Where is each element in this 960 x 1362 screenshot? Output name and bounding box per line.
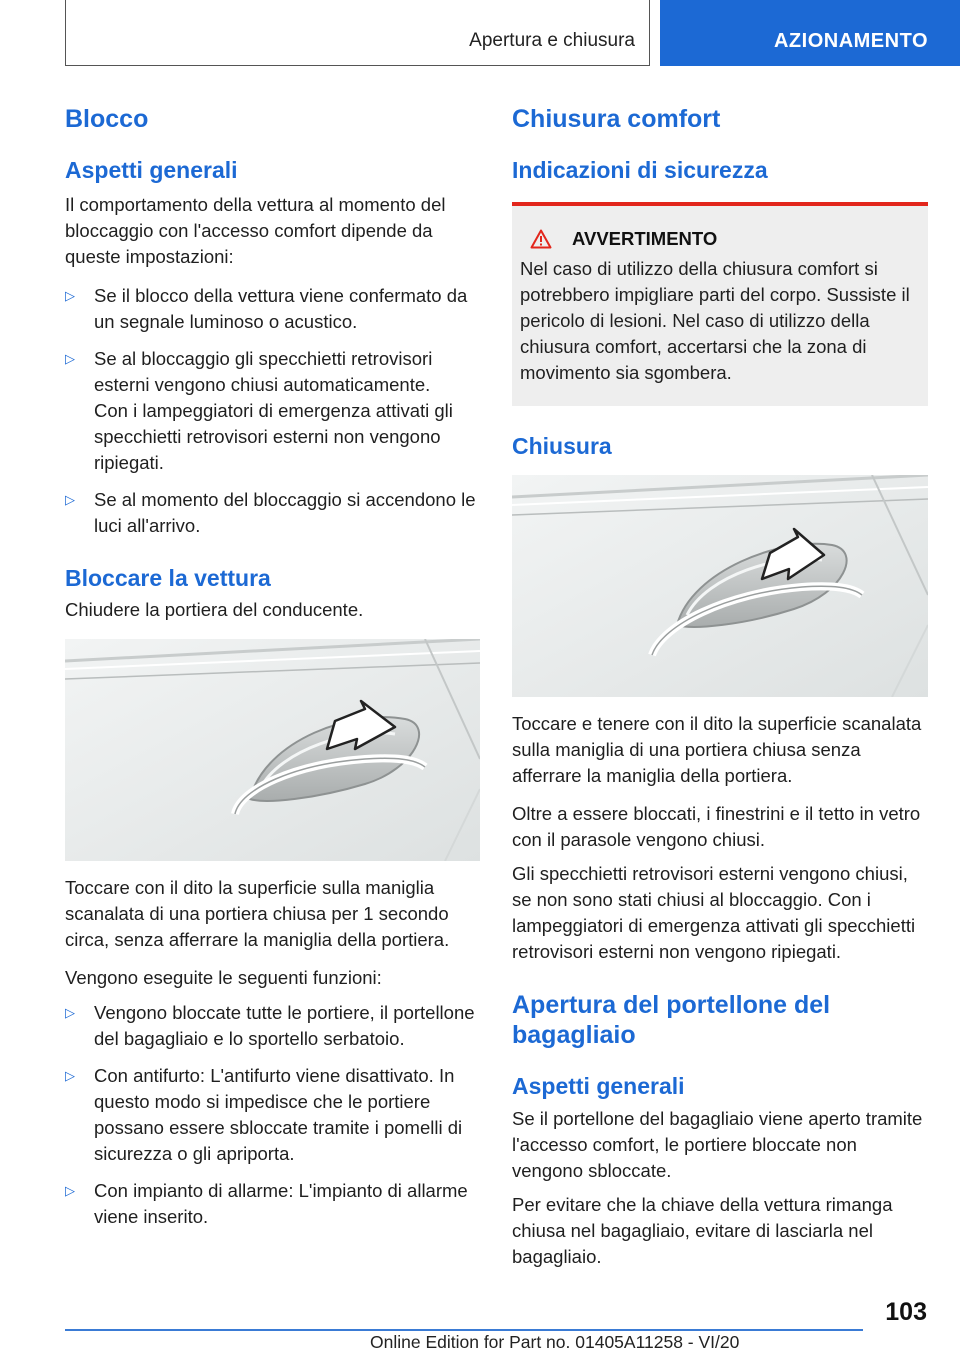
edition-text: Online Edition for Part no. 01405A11258 - VI/20 — [370, 1332, 740, 1352]
list-item: ▷ Vengono bloccate tutte le portiere, il portellone del bagagliaio e lo sportello serbatoio. — [65, 1002, 475, 1049]
warning-header — [520, 228, 920, 250]
warning-text: Nel caso di utilizzo della chiusura comfort si potrebbero impigliare parti del corpo. Sussiste il pericolo di lesioni. Nel caso di utilizzo della chiusura comfort, accertarsi che la zona di movimento sia sgombera. — [520, 258, 910, 383]
closing-p2: Gli specchietti retrovisori esterni vengono chiusi, se non sono stati chiusi al bloccaggio. Con i lampeggiatori di emergenza attivati gli specchietti retrovisori esterni non vengono ripiegati. — [512, 863, 916, 962]
section-heading-tailgate: Apertura del portellone del bagagliaio — [512, 991, 831, 1049]
subheading-lock: Bloccare la vettura — [65, 565, 271, 591]
subheading-safety: Indicazioni di sicurezza — [512, 157, 768, 183]
warning-triangle-icon — [530, 229, 552, 249]
warning-title: AVVERTIMENTO — [572, 228, 718, 249]
closing-p1: Oltre a essere bloccati, i finestrini e il tetto in vetro con il parasole vengono chiusi. — [512, 803, 921, 850]
tailgate-p2: Per evitare che la chiave della vettura rimanga chiusa nel bagagliaio, evitare di lasciarla nel bagagliaio. — [512, 1194, 893, 1267]
list-item: ▷ Se al momento del bloccaggio si accendono le luci all'arrivo. — [65, 489, 476, 536]
tailgate-p1: Se il portellone del bagagliaio viene aperto tramite l'accesso comfort, le portiere bloccate non vengono sbloccate. — [512, 1108, 923, 1181]
warning-box — [512, 202, 928, 406]
door-handle-figure — [512, 475, 928, 697]
header-frame — [65, 0, 650, 66]
functions-intro: Vengono eseguite le seguenti funzioni: — [65, 967, 382, 988]
list-item: ▷ Se al bloccaggio gli specchietti retrovisori esterni vengono chiusi automaticamente. Con i lampeggiatori di emergenza attivati gli specchietti retrovisori esterni non vengono ripiegati. — [65, 348, 453, 473]
subheading-tailgate-general: Aspetti generali — [512, 1073, 685, 1099]
triangle-right-icon: ▷ — [65, 351, 75, 366]
subheading-closing: Chiusura — [512, 433, 612, 459]
left-column — [65, 100, 480, 1230]
section-heading-blocco: Blocco — [65, 105, 149, 133]
settings-list — [65, 283, 480, 539]
lock-caption: Toccare con il dito la superficie sulla maniglia scanalata di una portiera chiusa per 1 secondo circa, senza afferrare la maniglia della portiera. — [65, 877, 450, 950]
right-column — [512, 100, 928, 1270]
triangle-right-icon: ▷ — [65, 492, 75, 507]
triangle-right-icon: ▷ — [65, 1005, 75, 1020]
chapter-title: AZIONAMENTO — [773, 30, 928, 52]
lock-text: Chiudere la portiera del conducente. — [65, 599, 364, 620]
door-handle-figure — [65, 639, 480, 861]
footer-divider — [65, 1329, 863, 1331]
triangle-right-icon: ▷ — [65, 1068, 75, 1083]
closing-caption: Toccare e tenere con il dito la superficie scanalata sulla maniglia di una portiera chiusa senza afferrare la maniglia della portiera. — [512, 713, 922, 786]
triangle-right-icon: ▷ — [65, 288, 75, 303]
general-intro: Il comportamento della vettura al momento del bloccaggio con l'accesso comfort dipende da queste impostazioni: — [65, 194, 446, 267]
list-item: ▷ Con impianto di allarme: L'impianto di allarme viene inserito. — [65, 1180, 468, 1227]
subheading-general: Aspetti generali — [65, 157, 238, 183]
section-heading-comfort: Chiusura comfort — [512, 105, 721, 133]
list-item: ▷ Se il blocco della vettura viene confermato da un segnale luminoso o acustico. — [65, 285, 468, 332]
door-handle-illustration — [65, 639, 480, 861]
section-title: Apertura e chiusura — [469, 30, 635, 51]
triangle-right-icon: ▷ — [65, 1183, 75, 1198]
list-item: ▷ Con antifurto: L'antifurto viene disattivato. In questo modo si impedisce che le portiere possano essere sbloccate tramite i pomelli di sicurezza o gli apriporta. — [65, 1065, 463, 1164]
chapter-tab[interactable] — [660, 0, 960, 66]
functions-list — [65, 1000, 480, 1230]
page-number: 103 — [885, 1298, 927, 1326]
door-handle-illustration — [512, 475, 928, 697]
